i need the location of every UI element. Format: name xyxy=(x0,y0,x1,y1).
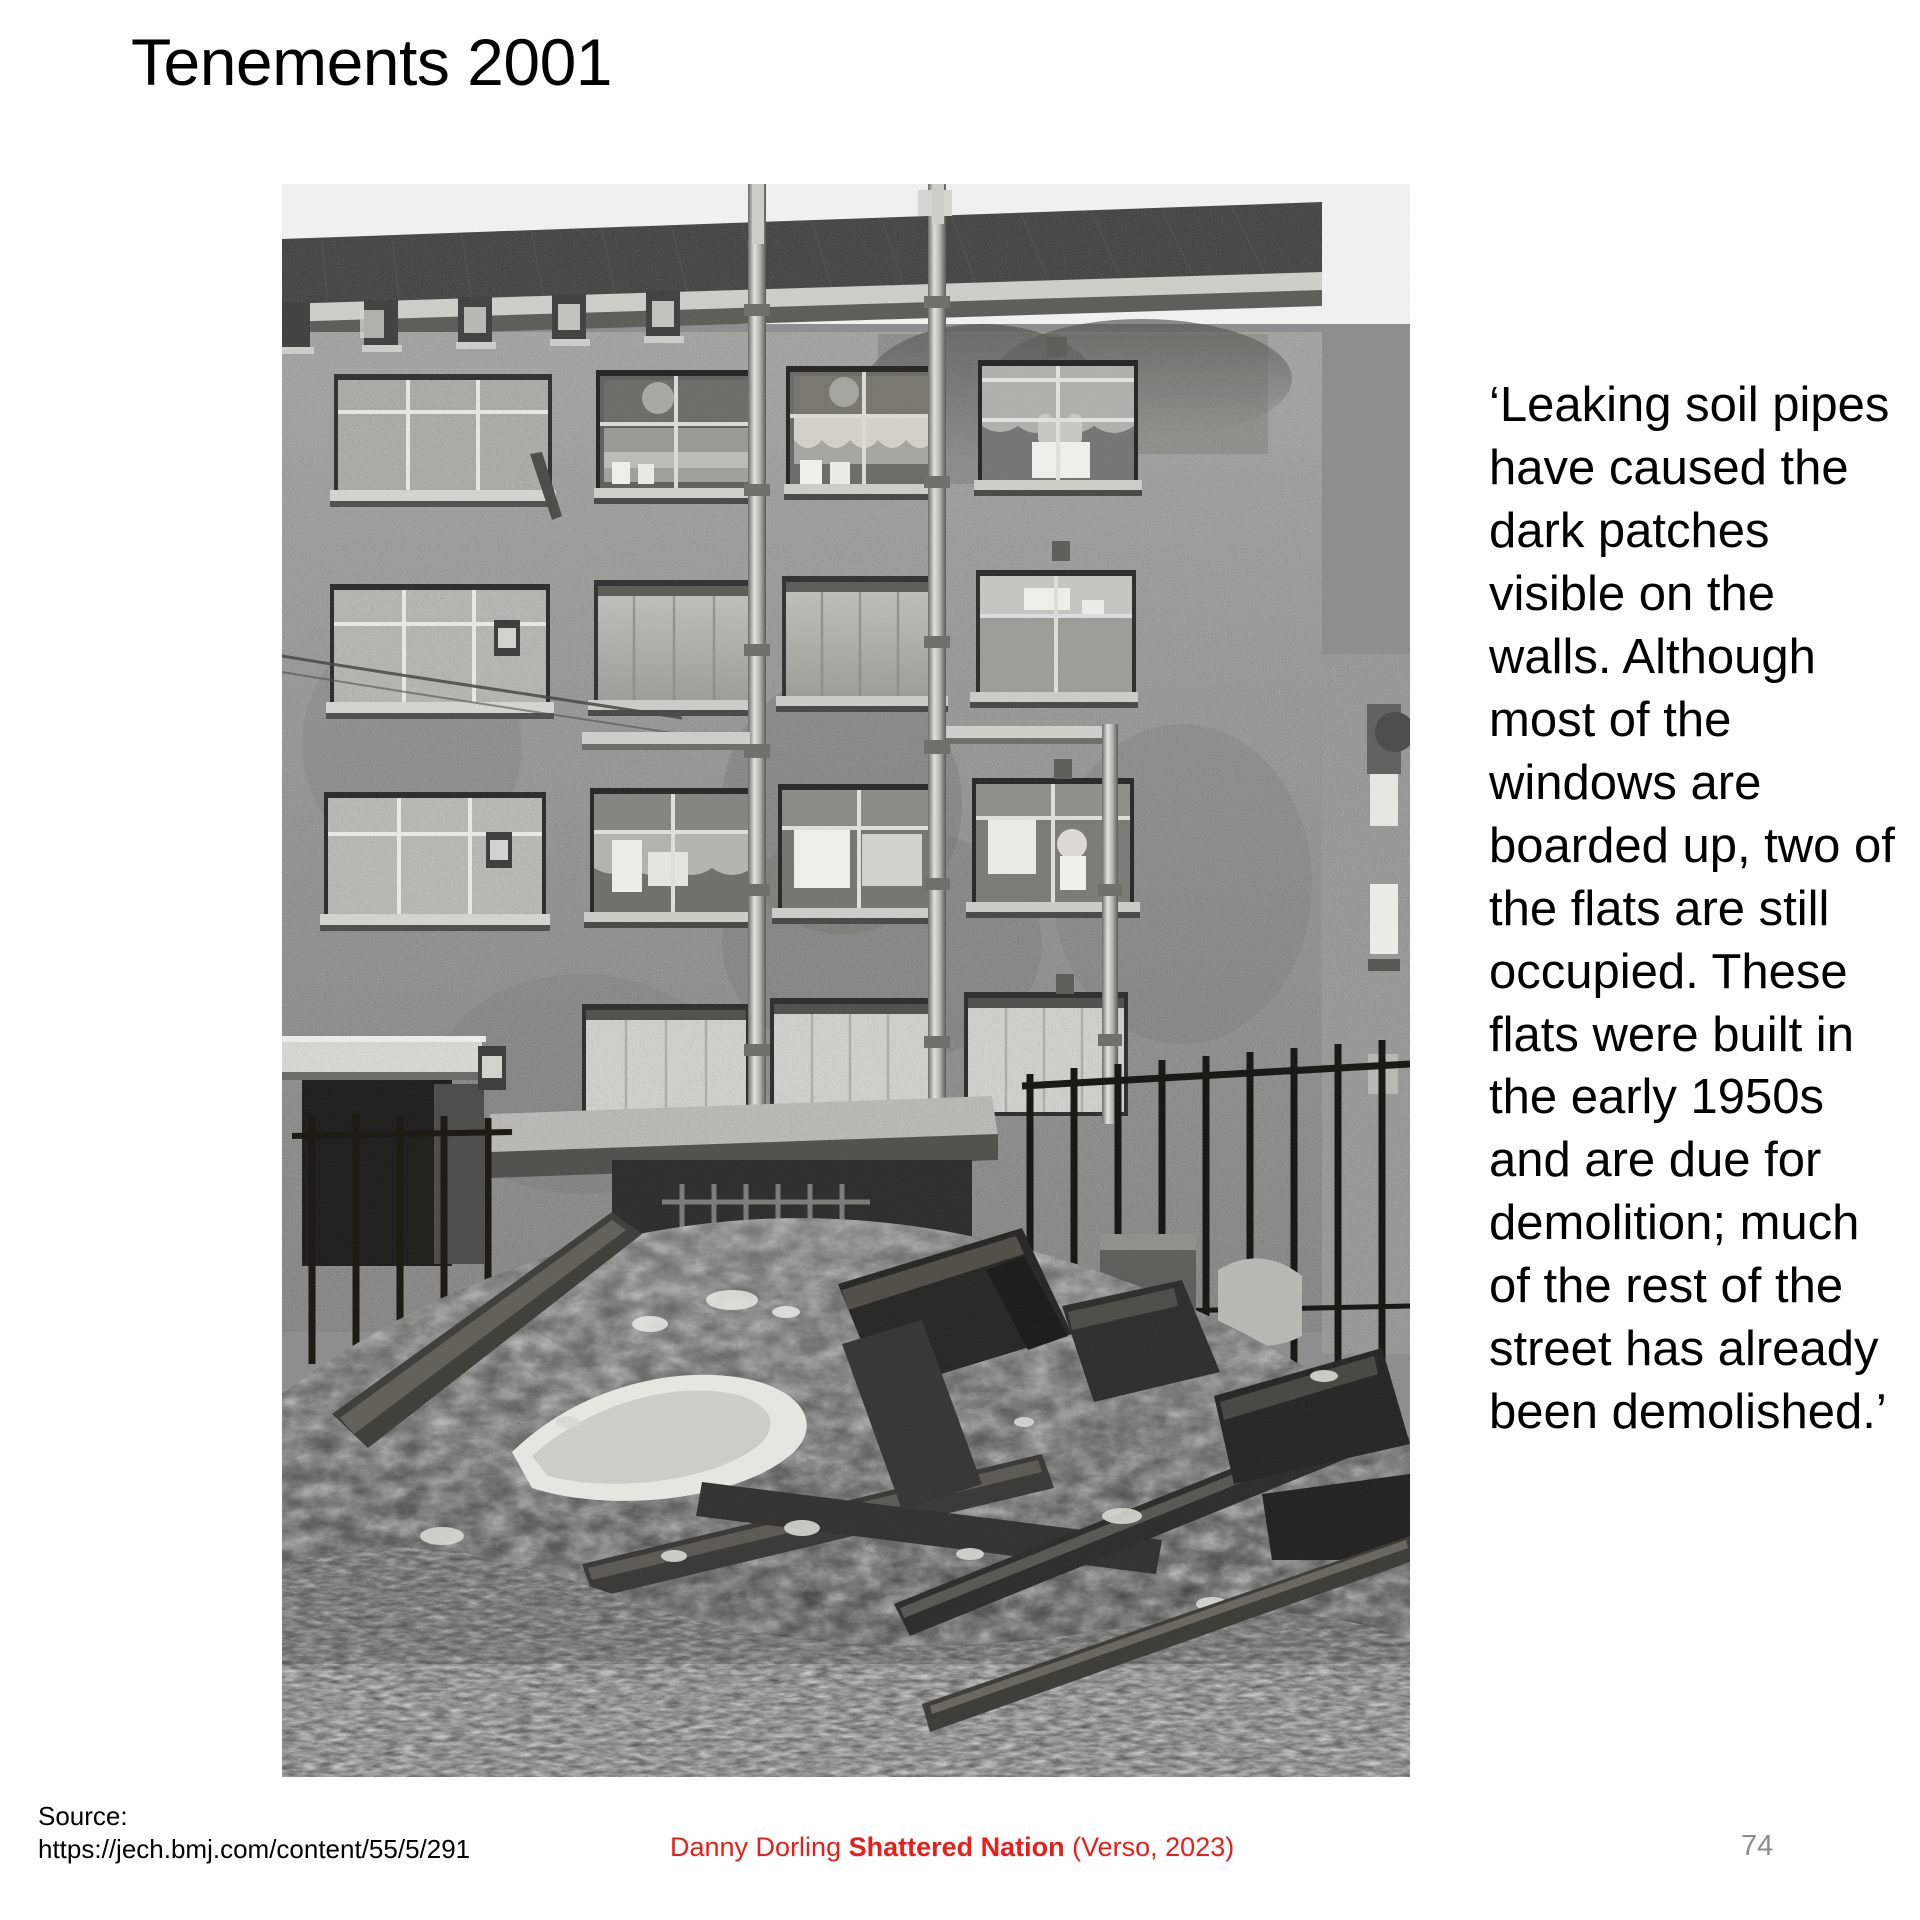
source-note xyxy=(38,1800,578,1867)
citation-title: Shattered Nation xyxy=(848,1832,1065,1862)
source-label: Source: xyxy=(38,1801,128,1831)
page-number: 74 xyxy=(1741,1830,1774,1862)
photograph-canvas xyxy=(282,184,1410,1777)
quote-text: ‘Leaking soil pipes have caused the dark patches visible on the walls. Although most of the windows are boarded up, two of the flats are still occupied. These flats were built in the early 1950s and are due for demolition; much of the rest of the street has already been demolished.’ xyxy=(1489,378,1895,1440)
page-title: Tenements 2001 xyxy=(131,25,613,99)
source-url[interactable]: https://jech.bmj.com/content/55/5/291 xyxy=(38,1834,471,1865)
book-citation xyxy=(670,1832,1234,1863)
citation-author: Danny Dorling xyxy=(670,1832,849,1862)
citation-publisher: (Verso, 2023) xyxy=(1064,1832,1235,1862)
tenement-photograph xyxy=(282,184,1410,1777)
